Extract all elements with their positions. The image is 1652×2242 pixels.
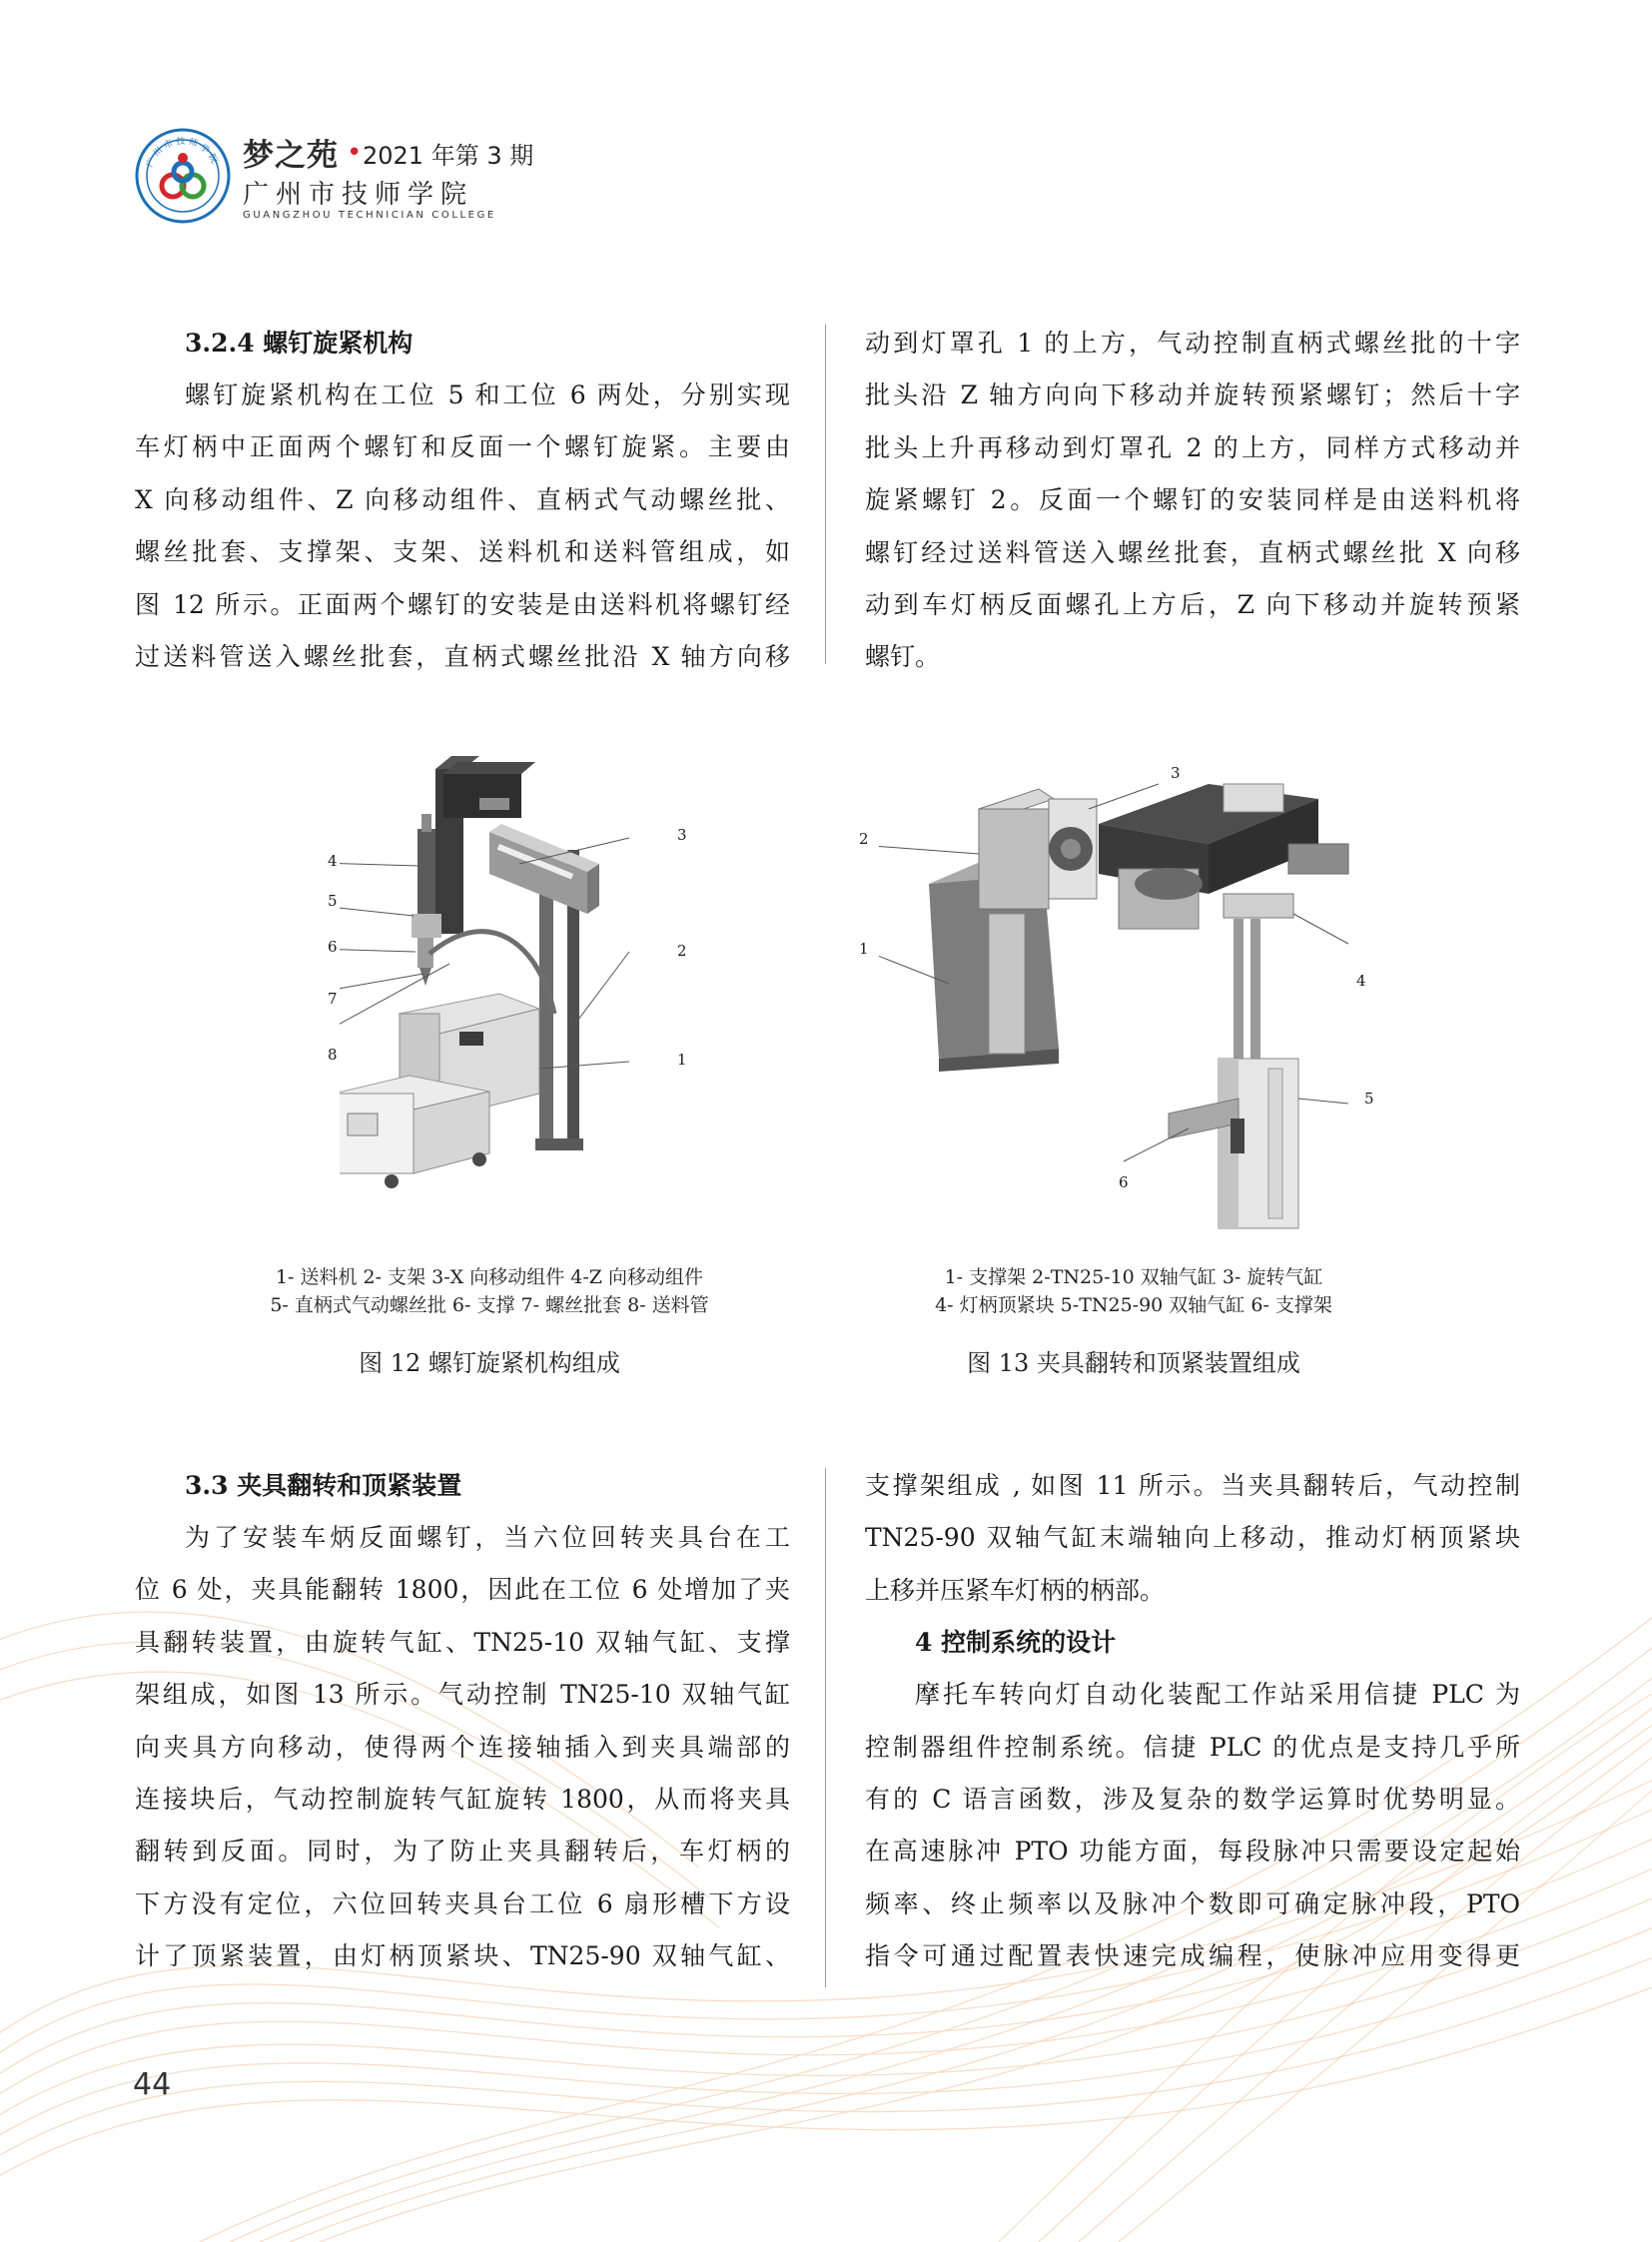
figure-13-labels [859, 754, 1378, 1238]
legend-line: 5- 直柄式气动螺丝批 6- 支撑 7- 螺丝批套 8- 送料管 [270, 1294, 709, 1316]
legend-line: 1- 送料机 2- 支架 3-X 向移动组件 4-Z 向移动组件 [275, 1266, 704, 1288]
figure-13-legend [869, 1263, 1398, 1319]
text-line: 螺丝批套、支撑架、支架、送料机和送料管组成，如 [135, 537, 790, 567]
part-label: 6 [328, 938, 338, 956]
part-label: 5 [1364, 1090, 1374, 1108]
part-label: 4 [1356, 972, 1366, 990]
legend-line: 1- 支撑架 2-TN25-10 双轴气缸 3- 旋转气缸 [944, 1266, 1323, 1288]
text-line: 过送料管送入螺丝批套，直柄式螺丝批沿 X 轴方向移 [135, 642, 790, 672]
text-line: 螺钉旋紧机构在工位 5 和工位 6 两处，分别实现 [185, 380, 790, 409]
page-number: 44 [133, 2067, 172, 2102]
bottom-left-column [135, 1460, 790, 1983]
text-line: 有的 C 语言函数，涉及复杂的数学运算时优势明显。 [865, 1785, 1520, 1815]
figure-12-labels [328, 754, 719, 1238]
issue-label: 2021 年第 3 期 [363, 142, 534, 170]
text-line: 控制器组件控制系统。信捷 PLC 的优点是支持几乎所 [865, 1732, 1520, 1762]
section-heading-3-3: 3.3 夹具翻转和顶紧装置 [185, 1471, 462, 1500]
text-line: 动到灯罩孔 1 的上方，气动控制直柄式螺丝批的十字 [865, 329, 1520, 358]
part-label: 3 [1171, 764, 1181, 782]
figure-12-legend [160, 1263, 819, 1319]
paragraph [135, 370, 790, 683]
top-left-column [135, 318, 790, 683]
paragraph [865, 1460, 1520, 1617]
text-line: 在高速脉冲 PTO 功能方面，每段脉冲只需要设定起始 [865, 1837, 1520, 1867]
text-line: 摩托车转向灯自动化装配工作站采用信捷 PLC 为 [915, 1680, 1520, 1710]
text-line: 向夹具方向移动，使得两个连接轴插入到夹具端部的 [135, 1732, 790, 1762]
legend-line: 4- 灯柄顶紧块 5-TN25-90 双轴气缸 6- 支撑架 [935, 1294, 1332, 1316]
text-line: 计了顶紧装置，由灯柄顶紧块、TN25-90 双轴气缸、 [135, 1941, 790, 1971]
text-line: 螺钉经过送料管送入螺丝批套，直柄式螺丝批 X 向移 [865, 537, 1520, 567]
svg-text:广 州 市 技 师 学 院: 广 州 市 技 师 学 院 [145, 136, 220, 170]
section-heading-4: 4 控制系统的设计 [915, 1628, 1117, 1658]
page-header [135, 128, 534, 228]
text-line: 批头上升再移动到灯罩孔 2 的上方，同样方式移动并 [865, 432, 1520, 462]
text-line: 指令可通过配置表快速完成编程，使脉冲应用变得更 [865, 1941, 1520, 1971]
text-line: 翻转到反面。同时，为了防止夹具翻转后，车灯柄的 [135, 1837, 790, 1867]
text-line: 下方没有定位，六位回转夹具台工位 6 扇形槽下方设 [135, 1888, 790, 1918]
magazine-name: 梦之苑 [243, 138, 339, 174]
part-label: 1 [859, 940, 869, 958]
text-line: 旋紧螺钉 2。反面一个螺钉的安装同样是由送料机将 [865, 485, 1520, 515]
text-line: 上移并压紧车灯柄的柄部。 [865, 1575, 1166, 1605]
column-divider [825, 325, 826, 664]
college-logo-icon [135, 128, 231, 224]
text-line: 为了安装车炳反面螺钉，当六位回转夹具台在工 [185, 1523, 790, 1552]
text-line: X 向移动组件、Z 向移动组件、直柄式气动螺丝批、 [135, 484, 790, 514]
figure-12-caption: 图 12 螺钉旋紧机构组成 [359, 1349, 620, 1377]
column-divider [825, 1468, 826, 1987]
separator-dot: • [347, 138, 363, 168]
school-name: 广州市技师学院 [243, 180, 474, 210]
text-line: 架组成，如图 13 所示。气动控制 TN25-10 双轴气缸 [135, 1680, 790, 1710]
figure-13-caption: 图 13 夹具翻转和顶紧装置组成 [967, 1349, 1300, 1377]
paragraph [865, 1669, 1520, 1982]
part-label: 6 [1119, 1173, 1129, 1191]
text-line: 车灯柄中正面两个螺钉和反面一个螺钉旋紧。主要由 [135, 432, 790, 462]
text-line: 频率、终止频率以及脉冲个数即可确定脉冲段，PTO [865, 1888, 1520, 1918]
part-label: 7 [328, 990, 338, 1008]
paragraph [865, 318, 1520, 684]
text-line: 批头沿 Z 轴方向向下移动并旋转预紧螺钉；然后十字 [865, 380, 1520, 410]
part-label: 2 [859, 830, 869, 848]
text-line: 螺钉。 [865, 642, 941, 672]
text-line: 位 6 处，夹具能翻转 1800，因此在工位 6 处增加了夹 [135, 1575, 790, 1605]
text-line: TN25-90 双轴气缸末端轴向上移动，推动灯柄顶紧块 [865, 1523, 1520, 1553]
part-label: 5 [328, 892, 338, 910]
bottom-right-column [865, 1460, 1520, 1983]
part-label: 2 [677, 942, 687, 960]
text-line: 支撑架组成 , 如图 11 所示。当夹具翻转后，气动控制 [865, 1471, 1520, 1500]
part-label: 1 [677, 1051, 687, 1069]
section-heading-3-2-4: 3.2.4 螺钉旋紧机构 [185, 329, 413, 358]
text-line: 图 12 所示。正面两个螺钉的安装是由送料机将螺钉经 [135, 589, 790, 619]
part-label: 3 [677, 826, 687, 844]
text-line: 动到车灯柄反面螺孔上方后，Z 向下移动并旋转预紧 [865, 590, 1520, 620]
part-label: 8 [328, 1046, 338, 1064]
text-line: 具翻转装置，由旋转气缸、TN25-10 双轴气缸、支撑 [135, 1627, 790, 1657]
school-name-en: GUANGZHOU TECHNICIAN COLLEGE [243, 210, 496, 221]
paragraph [135, 1512, 790, 1983]
top-right-column [865, 318, 1520, 684]
part-label: 4 [328, 852, 338, 870]
text-line: 连接块后，气动控制旋转气缸旋转 1800，从而将夹具 [135, 1785, 790, 1815]
